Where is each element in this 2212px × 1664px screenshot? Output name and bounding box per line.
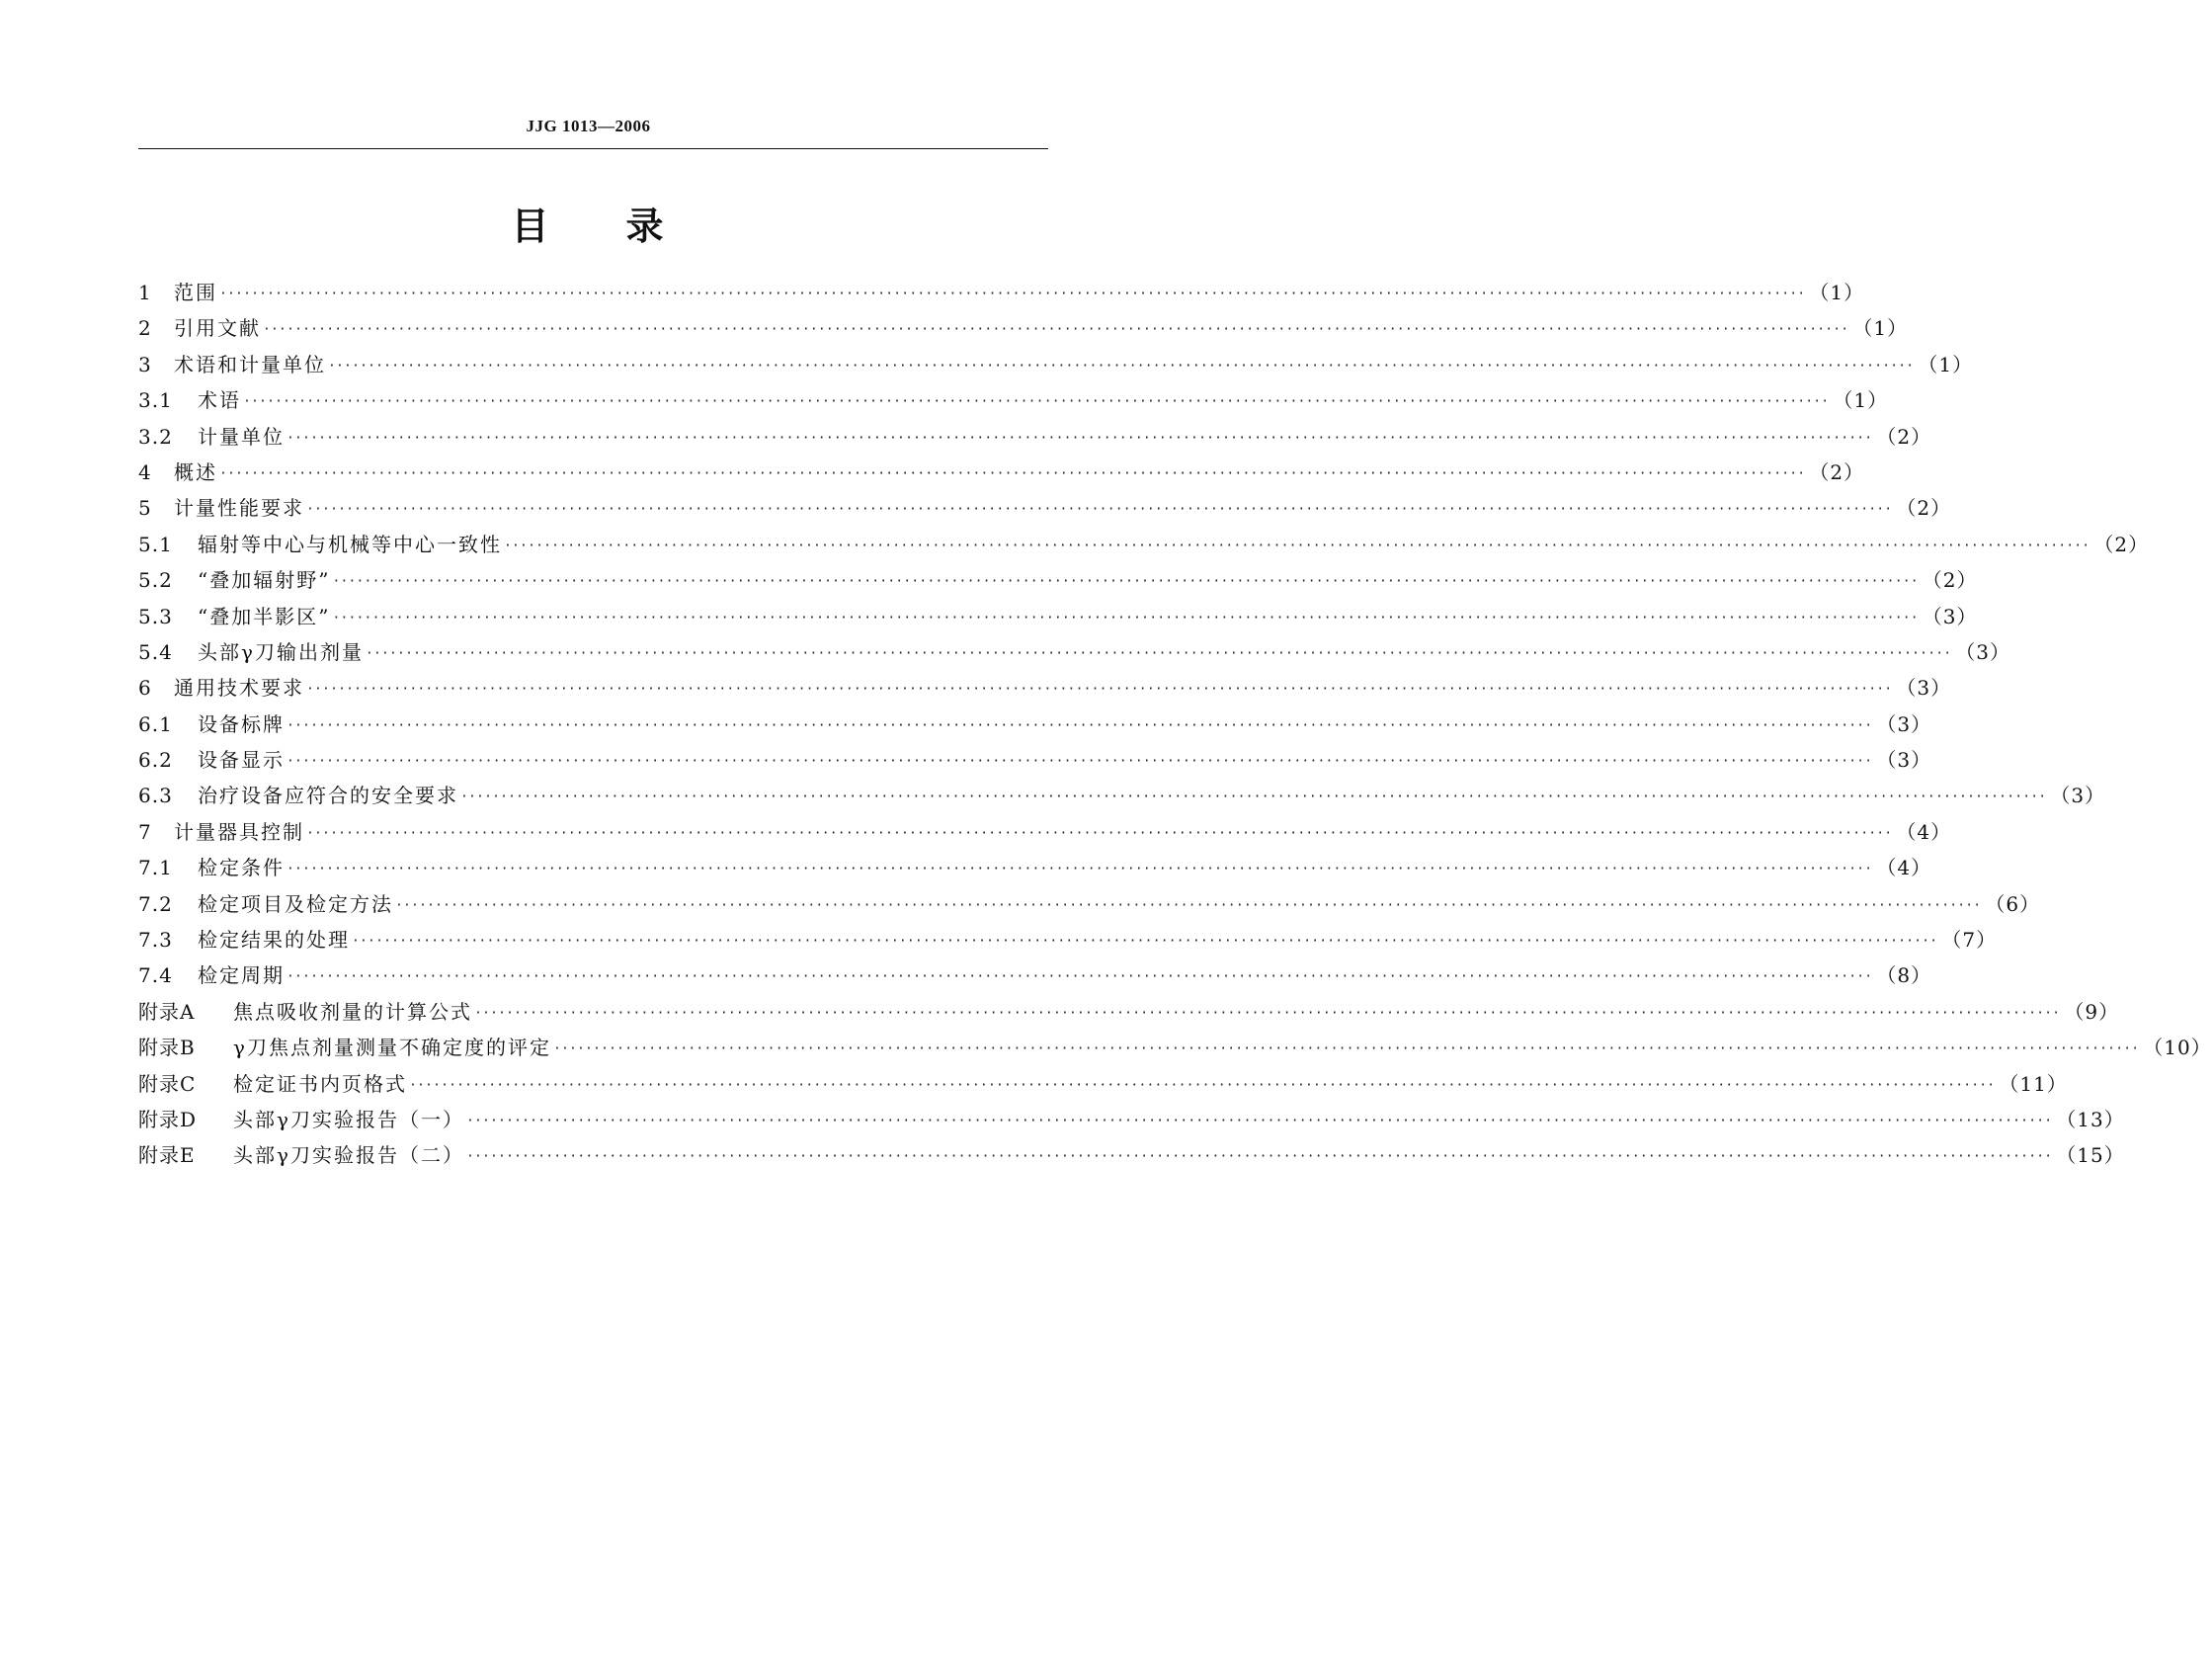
dot-leader: ········································································································································································································ (287, 717, 1873, 733)
dot-leader: ········································································································································································································ (306, 682, 1893, 698)
toc-entry[interactable] (138, 742, 1932, 778)
toc-number: 5.4 (138, 639, 173, 664)
toc-number: 5 (138, 496, 152, 521)
toc-number: 7 (138, 819, 152, 844)
dot-leader: ········································································································································································································ (306, 825, 1893, 841)
toc-page: （1） (1918, 352, 1974, 376)
toc-entry[interactable] (138, 347, 1974, 382)
toc-number: 附录D (138, 1107, 198, 1131)
toc-number: 附录B (138, 1036, 196, 1060)
toc-label: 术语和计量单位 (174, 352, 326, 376)
toc-entry[interactable] (138, 382, 1889, 418)
toc-label: 检定项目及检定方法 (198, 891, 393, 916)
toc-label: 头部γ刀实验报告（一） (233, 1107, 464, 1131)
toc-number: 4 (138, 459, 152, 484)
table-of-contents (138, 275, 2212, 1174)
toc-label: 检定证书内页格式 (233, 1071, 407, 1096)
dot-leader: ········································································································································································································ (460, 790, 2047, 805)
toc-page: （3） (2050, 784, 2106, 808)
toc-number: 2 (138, 316, 152, 341)
toc-entry[interactable] (138, 562, 1978, 598)
toc-label: “叠加半影区” (198, 604, 331, 628)
toc-entry[interactable] (138, 1066, 2068, 1102)
toc-page: （3） (1922, 604, 1978, 628)
toc-entry[interactable] (138, 778, 2106, 813)
toc-entry[interactable] (138, 599, 1978, 634)
toc-page: （2） (1876, 424, 1932, 449)
toc-number: 7.3 (138, 928, 173, 953)
toc-number: 3.2 (138, 424, 173, 449)
dot-leader: ········································································································································································································ (504, 538, 2090, 553)
dot-leader: ········································································································································································································ (219, 287, 1806, 301)
toc-label: 治疗设备应符合的安全要求 (198, 784, 458, 808)
toc-page: （2） (1896, 496, 1952, 521)
toc-page: （4） (1896, 819, 1952, 844)
dot-leader: ········································································································································································································ (263, 322, 1849, 338)
toc-label: 检定条件 (198, 856, 285, 880)
toc-number: 7.2 (138, 891, 173, 916)
toc-label: 设备标牌 (198, 711, 285, 736)
toc-entry[interactable] (138, 886, 2041, 922)
toc-number: 附录E (138, 1143, 196, 1168)
title-char-2: 录 (625, 205, 666, 248)
dot-leader: ········································································································································································································ (287, 862, 1873, 877)
toc-page: （4） (1876, 856, 1932, 880)
toc-label: 计量单位 (198, 424, 285, 449)
toc-page: （7） (1941, 928, 1998, 953)
toc-entry[interactable] (138, 1137, 2125, 1173)
dot-leader: ········································································································································································································ (474, 1005, 2061, 1021)
toc-entry[interactable] (138, 922, 1998, 957)
dot-leader: ········································································································································································································ (328, 358, 1915, 374)
dot-leader: ········································································································································································································ (552, 1041, 2140, 1057)
dot-leader: ········································································································································································································ (365, 645, 1952, 661)
toc-entry[interactable] (138, 455, 1865, 490)
toc-page: （10） (2143, 1036, 2212, 1060)
toc-entry[interactable] (138, 310, 1909, 346)
toc-label: 术语 (198, 388, 241, 413)
toc-number: 5.3 (138, 604, 173, 628)
toc-label: 检定周期 (198, 963, 285, 988)
toc-page: （8） (1876, 963, 1932, 988)
toc-page: （13） (2056, 1107, 2125, 1131)
toc-number: 附录A (138, 999, 196, 1024)
toc-label: 引用文献 (174, 316, 261, 341)
toc-entry[interactable] (138, 670, 1952, 706)
toc-page: （1） (1833, 388, 1889, 413)
toc-label: 计量器具控制 (174, 819, 304, 844)
toc-page: （2） (2093, 532, 2150, 556)
toc-label: 设备显示 (198, 748, 285, 773)
toc-page: （3） (1876, 748, 1932, 773)
dot-leader: ········································································································································································································ (219, 465, 1806, 481)
toc-number: 3.1 (138, 388, 173, 413)
toc-entry[interactable] (138, 1030, 2212, 1065)
toc-entry[interactable] (138, 957, 1932, 993)
toc-label: 概述 (174, 459, 217, 484)
toc-page: （3） (1955, 639, 2011, 664)
toc-page: （3） (1876, 711, 1932, 736)
toc-label: 头部γ刀实验报告（二） (233, 1143, 464, 1168)
dot-leader: ········································································································································································································ (287, 430, 1873, 446)
toc-number: 附录C (138, 1071, 197, 1096)
page-title (0, 196, 1177, 250)
toc-entry[interactable] (138, 634, 2011, 670)
toc-entry[interactable] (138, 419, 1932, 455)
toc-label: “叠加辐射野” (198, 568, 331, 593)
toc-page: （1） (1852, 316, 1909, 341)
toc-label: 计量性能要求 (174, 496, 304, 521)
toc-label: 通用技术要求 (174, 676, 304, 701)
toc-page: （2） (1809, 459, 1865, 484)
standard-code-header: JJG 1013—2006 (526, 117, 651, 135)
dot-leader: ········································································································································································································ (332, 574, 1919, 590)
toc-label: 辐射等中心与机械等中心一致性 (198, 532, 502, 556)
toc-entry[interactable] (138, 994, 2120, 1030)
dot-leader: ········································································································································································································ (332, 610, 1919, 625)
dot-leader: ········································································································································································································ (306, 502, 1893, 518)
toc-number: 5.2 (138, 568, 173, 593)
dot-leader: ········································································································································································································ (465, 1113, 2053, 1128)
dot-leader: ········································································································································································································ (287, 969, 1873, 985)
dot-leader: ········································································································································································································ (352, 934, 1938, 950)
toc-entry[interactable] (138, 850, 1932, 885)
toc-number: 5.1 (138, 532, 173, 556)
toc-page: （11） (1999, 1071, 2068, 1096)
toc-number: 3 (138, 352, 152, 376)
dot-leader: ········································································································································································································ (465, 1149, 2053, 1165)
toc-number: 6.1 (138, 711, 173, 736)
toc-page: （6） (1985, 891, 2041, 916)
toc-page: （2） (1922, 568, 1978, 593)
toc-number: 7.4 (138, 963, 173, 988)
dot-leader: ········································································································································································································ (395, 897, 1982, 913)
toc-label: γ刀焦点剂量测量不确定度的评定 (233, 1036, 551, 1060)
toc-number: 6 (138, 676, 152, 701)
toc-page: （15） (2056, 1143, 2125, 1168)
toc-label: 焦点吸收剂量的计算公式 (233, 999, 472, 1024)
toc-entry[interactable] (138, 275, 1865, 310)
toc-page: （3） (1896, 676, 1952, 701)
toc-entry[interactable] (138, 1102, 2125, 1137)
toc-page: （9） (2064, 999, 2120, 1024)
toc-label: 范围 (174, 281, 217, 304)
toc-entry[interactable] (138, 527, 2150, 562)
title-char-1: 目 (511, 205, 551, 248)
toc-entry[interactable] (138, 490, 1952, 526)
toc-number: 6.2 (138, 748, 173, 773)
toc-label: 头部γ刀输出剂量 (198, 639, 364, 664)
toc-label: 检定结果的处理 (198, 928, 350, 953)
toc-number: 6.3 (138, 784, 173, 808)
toc-page: （1） (1809, 281, 1865, 304)
header-rule (138, 148, 1048, 149)
toc-entry[interactable] (138, 814, 1952, 850)
dot-leader: ········································································································································································································ (409, 1077, 1996, 1093)
dot-leader: ········································································································································································································ (243, 394, 1830, 410)
dot-leader: ········································································································································································································ (287, 754, 1873, 770)
toc-number: 1 (138, 281, 152, 304)
toc-entry[interactable] (138, 707, 1932, 742)
toc-number: 7.1 (138, 856, 173, 880)
